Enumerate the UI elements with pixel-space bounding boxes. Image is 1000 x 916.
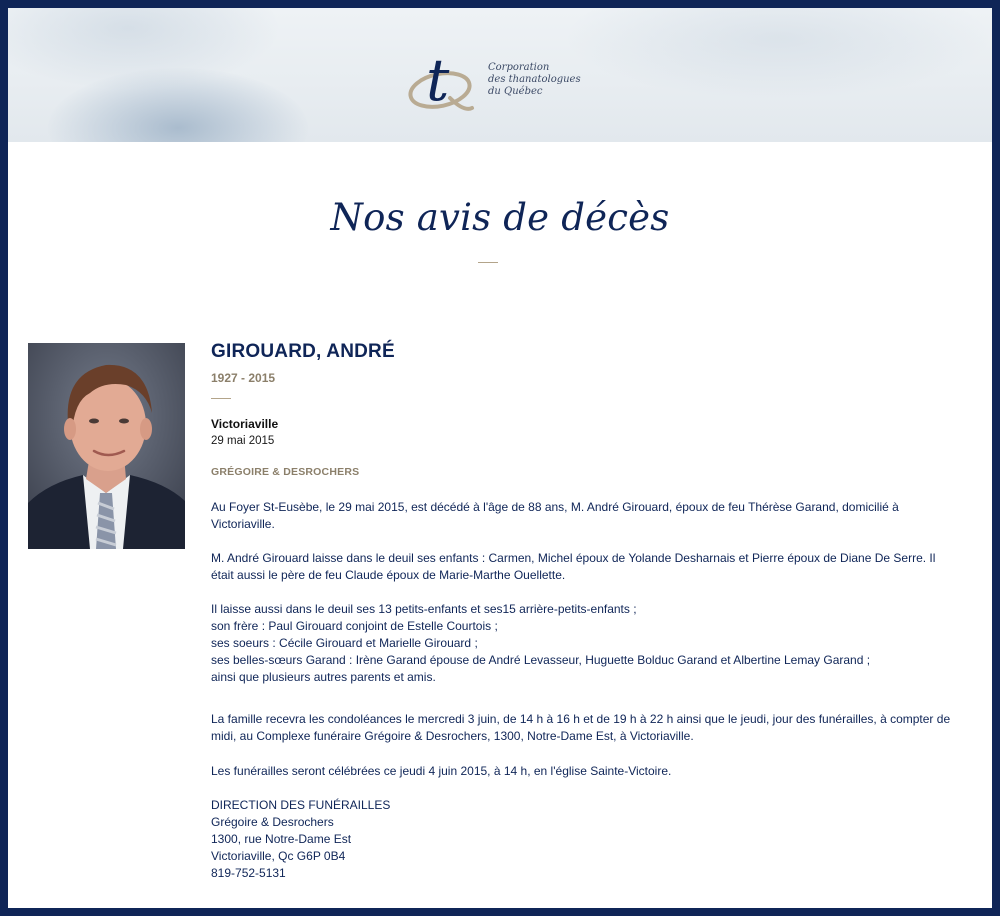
logo-letter: t: [426, 46, 450, 114]
text-line: M. André Girouard laisse dans le deuil ses enfants : Carmen, Michel époux de Yolande Desharnais et Pierre époux de Diane De Serre. Il: [211, 551, 936, 565]
text-line: 1300, rue Notre-Dame Est: [211, 832, 352, 846]
title-divider: [478, 262, 498, 263]
text-line: Il laisse aussi dans le deuil ses 13 petits-enfants et ses15 arrière-petits-enfants ;: [211, 602, 637, 616]
death-date: 29 mai 2015: [211, 435, 275, 447]
funeral-home-name[interactable]: GRÉGOIRE & DESROCHERS: [211, 466, 360, 478]
portrait-image: [28, 343, 185, 549]
obituary-paragraph-5: [211, 763, 956, 780]
name-divider: [211, 398, 231, 399]
text-line: Victoriaville, Qc G6P 0B4: [211, 849, 346, 863]
obituary-paragraph-3: [211, 601, 956, 686]
page-title: Nos avis de décès: [330, 196, 670, 239]
text-line: Au Foyer St-Eusèbe, le 29 mai 2015, est décédé à l'âge de 88 ans, M. André Girouard, époux de feu Thérèse Garand, domicilié à: [211, 500, 899, 514]
text-line: ses soeurs : Cécile Girouard et Marielle Girouard ;: [211, 636, 478, 650]
text-line: était aussi le père de feu Claude époux de Marie-Marthe Ouellette.: [211, 568, 566, 582]
funeral-direction-block: [211, 797, 956, 882]
obituary-paragraph-4: [211, 711, 956, 745]
sky-cloud: [568, 8, 988, 98]
deceased-photo: [28, 343, 185, 549]
text-line: ainsi que plusieurs autres parents et amis.: [211, 670, 436, 684]
phone-number[interactable]: 819-752-5131: [211, 866, 286, 880]
city-label: Victoriaville: [211, 417, 279, 431]
text-line: Les funérailles seront célébrées ce jeudi 4 juin 2015, à 14 h, en l'église Sainte-Victoire.: [211, 764, 672, 778]
logo-line: des thanatologues: [488, 74, 581, 85]
obituary-paragraph-2: [211, 550, 956, 584]
page-frame: [8, 8, 992, 908]
text-line: DIRECTION DES FUNÉRAILLES: [211, 798, 391, 812]
text-line: La famille recevra les condoléances le mercredi 3 juin, de 14 h à 16 h et de 19 h à 22 h ainsi que le jeudi, jour des funérailles, à compter de: [211, 712, 951, 726]
header-banner: [8, 8, 992, 142]
logo-line: Corporation: [488, 62, 550, 73]
text-line: son frère : Paul Girouard conjoint de Estelle Courtois ;: [211, 619, 498, 633]
text-line: Grégoire & Desrochers: [211, 815, 334, 829]
deceased-name: GIROUARD, ANDRÉ: [211, 341, 395, 362]
life-years: 1927 - 2015: [211, 371, 276, 385]
text-line: midi, au Complexe funéraire Grégoire & Desrochers, 1300, Notre-Dame Est, à Victoriaville.: [211, 729, 694, 743]
obituary-paragraph-1: [211, 499, 956, 533]
text-line: ses belles-sœurs Garand : Irène Garand épouse de André Levasseur, Huguette Bolduc Garand et Albertine Lemay Garand ;: [211, 653, 871, 667]
text-line: Victoriaville.: [211, 517, 275, 531]
logo-wordmark: [488, 62, 581, 98]
logo-line: du Québec: [488, 86, 543, 97]
